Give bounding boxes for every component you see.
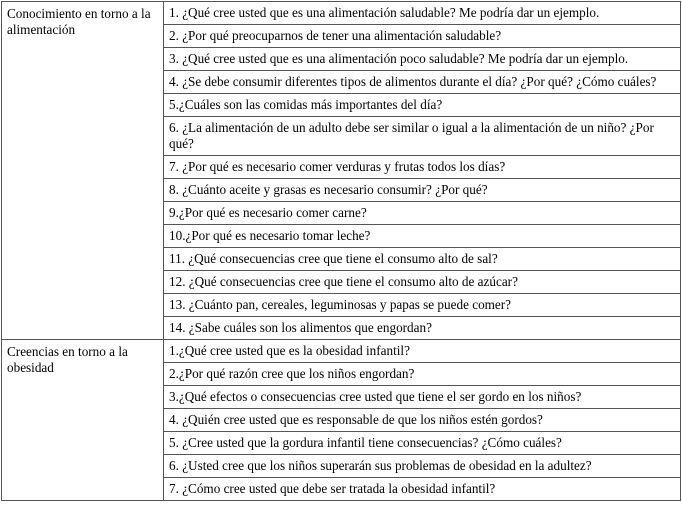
question-cell: 8. ¿Cuánto aceite y grasas es necesario consumir? ¿Por qué?: [164, 179, 681, 202]
category-cell: Creencias en torno a la obesidad: [2, 340, 164, 501]
question-cell: 3. ¿Qué cree usted que es una alimentación poco saludable? Me podría dar un ejemplo.: [164, 48, 681, 71]
category-cell: Conocimiento en torno a la alimentación: [2, 2, 164, 340]
question-row: [2, 2, 681, 25]
question-cell: 14. ¿Sabe cuáles son los alimentos que engordan?: [164, 317, 681, 340]
question-cell: 5. ¿Cree usted que la gordura infantil tiene consecuencias? ¿Cómo cuáles?: [164, 432, 681, 455]
question-cell: 2. ¿Por qué preocuparnos de tener una alimentación saludable?: [164, 25, 681, 48]
question-cell: 12. ¿Qué consecuencias cree que tiene el consumo alto de azúcar?: [164, 271, 681, 294]
question-cell: 1. ¿Qué cree usted que es una alimentación saludable? Me podría dar un ejemplo.: [164, 2, 681, 25]
question-cell: 3.¿Qué efectos o consecuencias cree usted que tiene el ser gordo en los niños?: [164, 386, 681, 409]
question-cell: 7. ¿Cómo cree usted que debe ser tratada la obesidad infantil?: [164, 478, 681, 501]
question-cell: 13. ¿Cuánto pan, cereales, leguminosas y papas se puede comer?: [164, 294, 681, 317]
question-cell: 6. ¿La alimentación de un adulto debe ser similar o igual a la alimentación de un niño? ¿Por qué?: [164, 117, 681, 156]
question-cell: 4. ¿Quién cree usted que es responsable de que los niños estén gordos?: [164, 409, 681, 432]
question-cell: 4. ¿Se debe consumir diferentes tipos de alimentos durante el día? ¿Por qué? ¿Cómo cuáles?: [164, 71, 681, 94]
questionnaire-table: [1, 1, 681, 501]
question-cell: 7. ¿Por qué es necesario comer verduras y frutas todos los días?: [164, 156, 681, 179]
question-cell: 11. ¿Qué consecuencias cree que tiene el consumo alto de sal?: [164, 248, 681, 271]
questionnaire-body: [2, 2, 681, 501]
question-cell: 10.¿Por qué es necesario tomar leche?: [164, 225, 681, 248]
question-row: [2, 340, 681, 363]
question-cell: 6. ¿Usted cree que los niños superarán sus problemas de obesidad en la adultez?: [164, 455, 681, 478]
question-cell: 1.¿Qué cree usted que es la obesidad infantil?: [164, 340, 681, 363]
question-cell: 5.¿Cuáles son las comidas más importantes del día?: [164, 94, 681, 117]
question-cell: 9.¿Por qué es necesario comer carne?: [164, 202, 681, 225]
question-cell: 2.¿Por qué razón cree que los niños engordan?: [164, 363, 681, 386]
